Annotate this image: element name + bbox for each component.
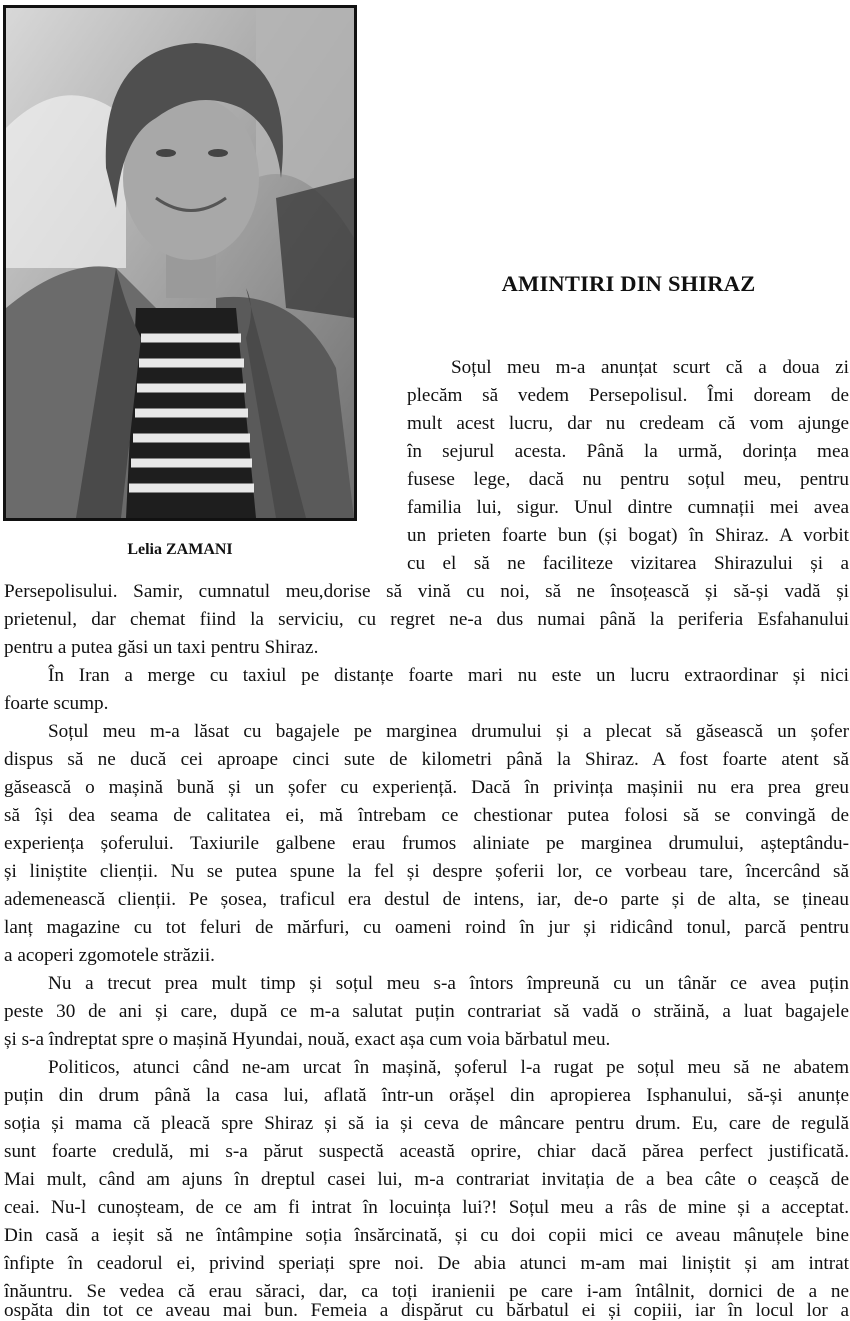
body-line: experiența șoferului. Taxiurile galbene erau frumos aliniate pe marginea drumului, așteptându- xyxy=(4,833,849,854)
body-line: puțin din drum până la casa lui, aflată într-un orășel din apropierea Isphanului, să-și anunțe xyxy=(4,1085,849,1106)
body-line: în sejurul acesta. Până la urmă, dorința mea xyxy=(407,441,849,462)
body-line: a acoperi zgomotele străzii. xyxy=(4,945,215,966)
body-line: În Iran a merge cu taxiul pe distanțe foarte mari nu este un lucru extraordinar și nici xyxy=(48,665,849,686)
body-line: Soțul meu m-a lăsat cu bagajele pe marginea drumului și a plecat să găsească un șofer xyxy=(48,721,849,742)
body-line: înăuntru. Se vedea că erau săraci, dar, ca toți iranienii pe care i-am întâlnit, dornici de a ne xyxy=(4,1281,849,1302)
article-title: AMINTIRI DIN SHIRAZ xyxy=(501,271,756,296)
body-line: ospăta din tot ce aveau mai bun. Femeia a dispărut cu bărbatul ei și copiii, iar în locul lor a xyxy=(4,1300,849,1321)
body-line: fusese lege, dacă nu pentru soțul meu, pentru xyxy=(407,469,849,490)
body-line: Mai mult, când am ajuns în dreptul casei lui, m-a contrariat invitația de a bea câte o ceașcă de xyxy=(4,1169,849,1190)
body-line: pentru a putea găsi un taxi pentru Shiraz. xyxy=(4,637,319,658)
body-line: Politicos, atunci când ne-am urcat în mașină, șoferul l-a rugat pe soțul meu să ne abatem xyxy=(48,1057,849,1078)
body-line: prietenul, dar chemat fiind la serviciu, cu regret ne-a dus numai până la periferia Esfahanului xyxy=(4,609,849,630)
body-line: ademenească clienții. Pe șosea, traficul era destul de intens, iar, de-o parte și de alta, se țineau xyxy=(4,889,849,910)
body-line: Persepolisului. Samir, cumnatul meu,dorise să vină cu noi, să ne însoțească și să-și vadă și xyxy=(4,581,849,602)
author-caption: Lelia ZAMANI xyxy=(127,541,233,558)
body-line: ceai. Nu-l cunoșteam, de ce am fi intrat în locuința lui?! Soțul meu a râs de mine și a acceptat. xyxy=(4,1197,849,1218)
body-line: găsească o mașină bună și un șofer cu experiență. Dacă în privința mașinii nu era prea greu xyxy=(4,777,849,798)
body-line: foarte scump. xyxy=(4,693,109,714)
body-line: și liniștite clienții. Nu se putea spune la fel și despre șoferii lor, ce vorbeau tare, încercând să xyxy=(4,861,849,882)
body-line: Din casă a ieșit să ne întâmpine soția însărcinată, și cu doi copii mici ce aveau mânuțele bine xyxy=(4,1225,849,1246)
body-line: mult acest lucru, dar nu credeam că vom ajunge xyxy=(407,413,849,434)
body-line: lanț magazine cu tot feluri de mărfuri, cu oameni roind în jur și ridicând tonul, parcă pentru xyxy=(4,917,849,938)
body-line: și s-a îndreptat spre o mașină Hyundai, nouă, exact așa cum voia bărbatul meu. xyxy=(4,1029,611,1050)
body-line: Soțul meu m-a anunțat scurt că a doua zi xyxy=(451,357,849,378)
body-line: cu el să ne faciliteze vizitarea Shirazului și a xyxy=(407,553,849,574)
body-line: un prieten foarte bun (și bogat) în Shiraz. A vorbit xyxy=(407,525,849,546)
body-line: înfipte în ceadorul ei, privind speriați spre noi. De abia atunci m-am mai liniștit și am intrat xyxy=(4,1253,849,1274)
body-line: să își dea seama de calitatea ei, mă întrebam ce chestionar putea folosi să se convingă de xyxy=(4,805,849,826)
body-line: soția și mama că pleacă spre Shiraz și să ia și ceva de mâncare pentru drum. Eu, care de regulă xyxy=(4,1113,849,1134)
body-line: peste 30 de ani și care, după ce m-a salutat puțin contrariat să vadă o străină, a luat bagajele xyxy=(4,1001,849,1022)
body-line: plecăm să vedem Persepolisul. Îmi doream de xyxy=(407,385,849,406)
body-line: sunt foarte credulă, mi s-a părut suspectă această oprire, chiar dacă părea perfect justificată. xyxy=(4,1141,849,1162)
author-photo xyxy=(3,5,357,521)
body-line: familia lui, sigur. Unul dintre cumnații mei avea xyxy=(407,497,849,518)
body-line: dispus să ne ducă cei aproape cinci sute de kilometri până la Shiraz. A fost foarte atent să xyxy=(4,749,849,770)
body-line: Nu a trecut prea mult timp și soțul meu s-a întors împreună cu un tânăr ce avea puțin xyxy=(48,973,849,994)
